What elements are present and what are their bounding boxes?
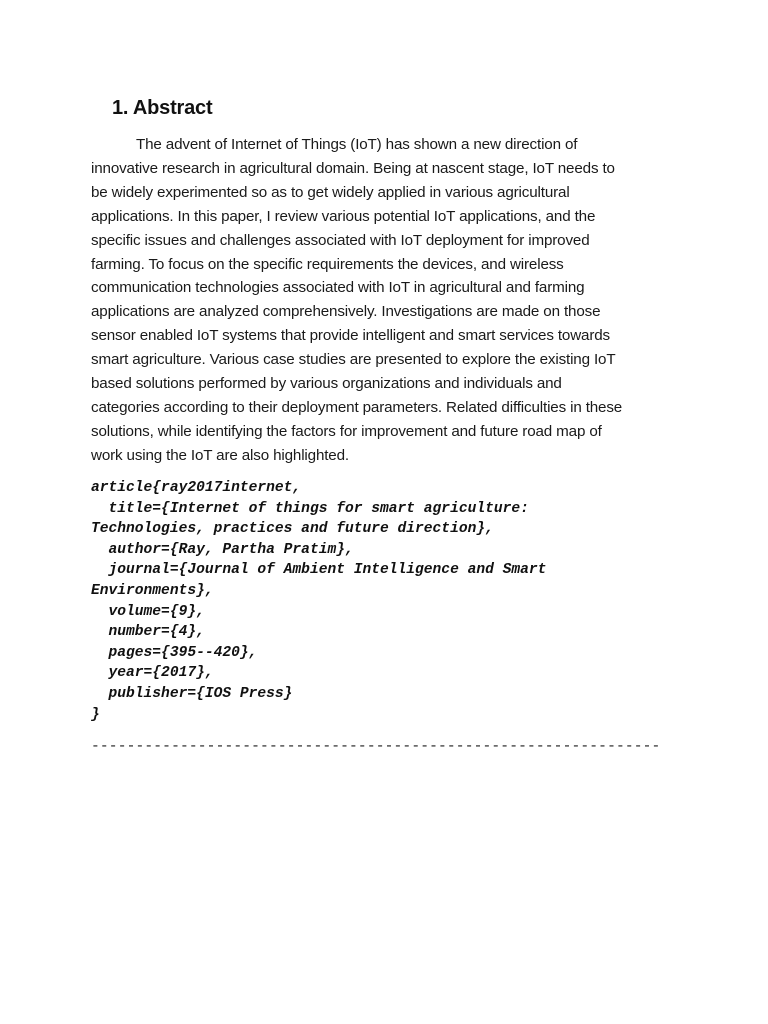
section-heading: 1. Abstract xyxy=(112,97,213,119)
abstract-paragraph xyxy=(91,133,681,468)
dashed-separator: ---------------------------------------------------------------- xyxy=(91,739,661,755)
bibtex-line: pages={395--420}, xyxy=(91,644,258,661)
bibtex-line: journal={Journal of Ambient Intelligence and Smart xyxy=(91,562,547,579)
bibtex-line: } xyxy=(91,706,100,723)
abstract-line: innovative research in agricultural domain. Being at nascent stage, IoT needs to xyxy=(91,159,615,177)
abstract-line: solutions, while identifying the factors for improvement and future road map of xyxy=(91,422,602,440)
abstract-line: applications. In this paper, I review various potential IoT applications, and the xyxy=(91,207,596,225)
bibtex-line: Technologies, practices and future direction}, xyxy=(91,521,494,538)
bibtex-line: number={4}, xyxy=(91,624,205,641)
abstract-line: categories according to their deployment parameters. Related difficulties in these xyxy=(91,398,623,416)
bibtex-line: article{ray2017internet, xyxy=(91,480,302,496)
abstract-line: The advent of Internet of Things (IoT) has shown a new direction of xyxy=(136,136,578,153)
bibtex-line: title={Internet of things for smart agriculture: xyxy=(91,500,529,517)
abstract-line: smart agriculture. Various case studies are presented to explore the existing IoT xyxy=(91,351,616,369)
abstract-line: farming. To focus on the specific requirements the devices, and wireless xyxy=(91,255,564,273)
bibtex-citation xyxy=(91,478,691,725)
bibtex-line: author={Ray, Partha Pratim}, xyxy=(91,541,354,558)
bibtex-line: Environments}, xyxy=(91,582,214,599)
abstract-line: applications are analyzed comprehensively. Investigations are made on those xyxy=(91,303,601,321)
abstract-line: work using the IoT are also highlighted. xyxy=(91,446,349,464)
abstract-line: communication technologies associated with IoT in agricultural and farming xyxy=(91,279,585,297)
bibtex-line: volume={9}, xyxy=(91,603,205,620)
bibtex-line: year={2017}, xyxy=(91,665,214,682)
abstract-line: be widely experimented so as to get widely applied in various agricultural xyxy=(91,183,570,201)
abstract-line: specific issues and challenges associated with IoT deployment for improved xyxy=(91,231,590,249)
abstract-line: based solutions performed by various organizations and individuals and xyxy=(91,375,562,393)
bibtex-line: publisher={IOS Press} xyxy=(91,685,293,702)
abstract-line: sensor enabled IoT systems that provide intelligent and smart services towards xyxy=(91,327,610,345)
